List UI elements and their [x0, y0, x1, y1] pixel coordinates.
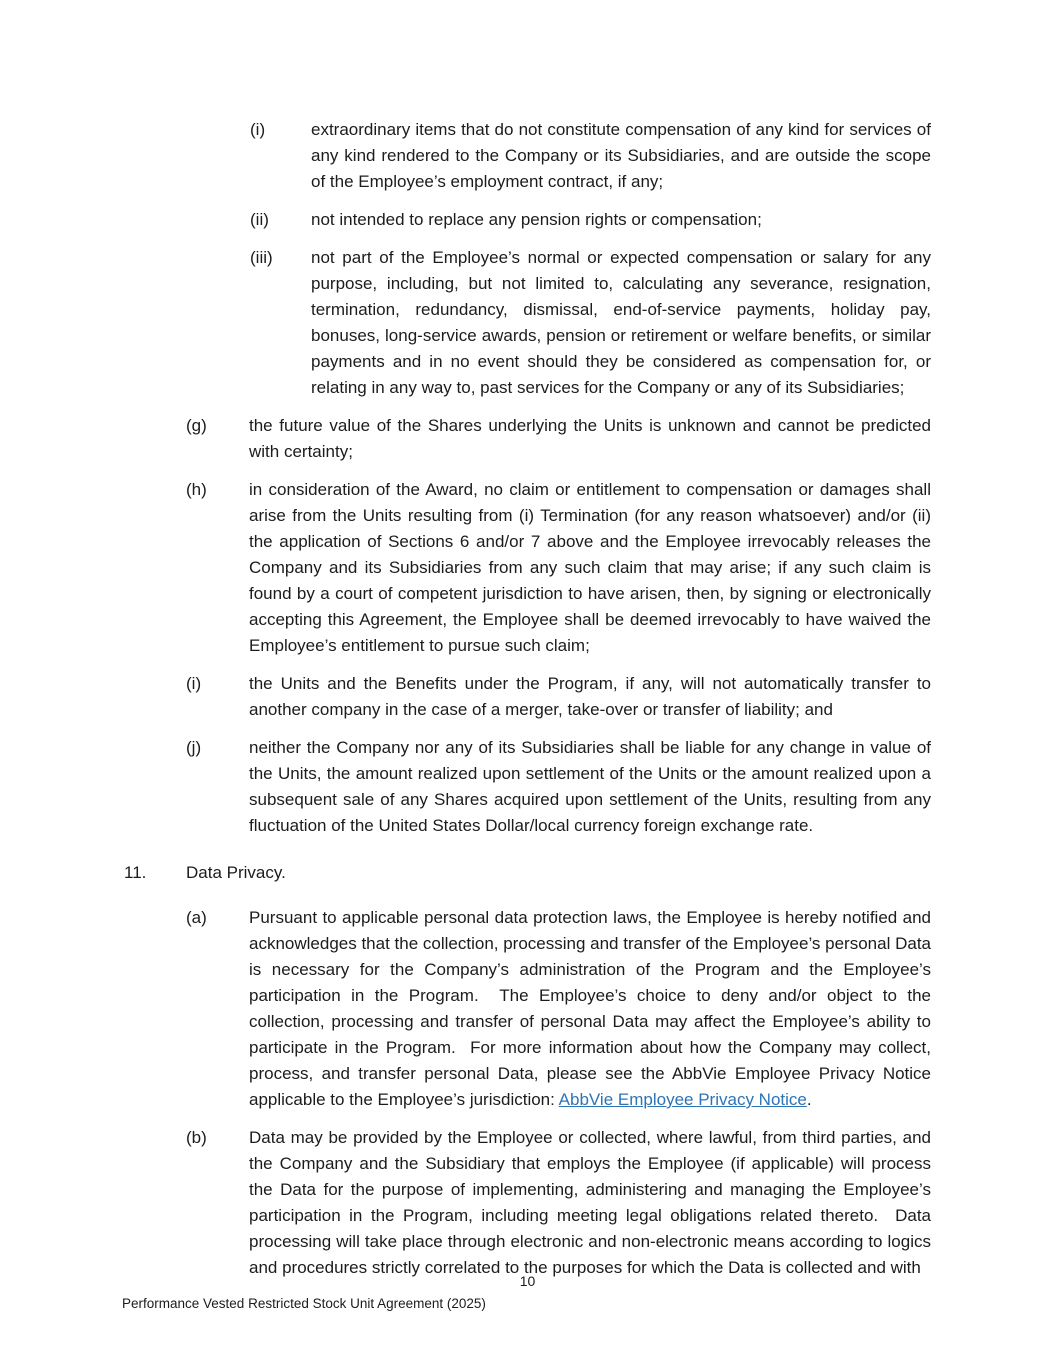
list-item-a — [124, 905, 931, 1113]
list-item-roman-ii — [124, 207, 931, 233]
section-heading-data-privacy — [124, 860, 931, 886]
list-item-j — [124, 735, 931, 839]
list-item-roman-iii — [124, 245, 931, 401]
item-label: (iii) — [250, 248, 273, 267]
section-title: Data Privacy. — [186, 863, 286, 882]
item-label: (a) — [186, 908, 207, 927]
page-number: 10 — [519, 1273, 536, 1289]
item-label: (b) — [186, 1128, 207, 1147]
list-item-b — [124, 1125, 931, 1281]
list-item-g — [124, 413, 931, 465]
item-text-after-link: . — [806, 1090, 812, 1109]
list-item-i — [124, 671, 931, 723]
list-item-h — [124, 477, 931, 659]
item-label: (j) — [186, 738, 202, 757]
item-text: in consideration of the Award, no claim or entitlement to compensation or damages shall arise from the Units resulting from (i) Termination (for any reason whatsoever) and/or (ii) the application of Sections 6 and/or 7 above and the Employee irrevocably releases the Company and its Subsidiaries from any such claim that may arise; if any such claim is found by a court of competent jurisdiction to have arisen, then, by signing or electronically accepting this Agreement, the Employee shall be deemed irrevocably to have waived the Employee’s entitlement to pursue such claim; — [249, 480, 931, 655]
item-label: (i) — [250, 120, 266, 139]
item-text: the Units and the Benefits under the Program, if any, will not automatically transfer to another company in the case of a merger, take-over or transfer of liability; and — [249, 674, 931, 719]
item-text: not part of the Employee’s normal or expected compensation or salary for any purpose, including, but not limited to, calculating any severance, resignation, termination, redundancy, dismissal, end-of-service payments, holiday pay, bonuses, long-service awards, pension or retirement or welfare benefits, or similar payments and in no event should they be considered as compensation for, or relating in any way to, past services for the Company or any of its Subsidiaries; — [311, 248, 931, 397]
item-text: Data may be provided by the Employee or collected, where lawful, from third parties, and the Company and the Subsidiary that employs the Employee (if applicable) will process the Data for the purpose of implementing, administering and managing the Employee’s participation in the Program, including meeting legal obligations related thereto. Data processing will take place through electronic and non-electronic means according to logics and procedures strictly correlated to the purposes for which the Data is collected and with — [249, 1128, 931, 1277]
item-text: neither the Company nor any of its Subsidiaries shall be liable for any change in value of the Units, the amount realized upon settlement of the Units or the amount realized upon a subsequent sale of any Shares acquired upon settlement of the Units, resulting from any fluctuation of the United States Dollar/local currency foreign exchange rate. — [249, 738, 931, 835]
item-text: the future value of the Shares underlying the Units is unknown and cannot be predicted with certainty; — [249, 416, 931, 461]
item-label: (i) — [186, 674, 202, 693]
item-label: (g) — [186, 416, 207, 435]
footer-document-title: Performance Vested Restricted Stock Unit Agreement (2025) — [122, 1296, 486, 1311]
item-text-before-link: Pursuant to applicable personal data protection laws, the Employee is hereby notified and acknowledges that the collection, processing and transfer of the Employee’s personal Data is necessary for the Company’s administration of the Program and the Employee’s participation in the Program. The Employee’s choice to deny and/or object to the collection, processing and transfer of personal Data may affect the Employee’s ability to participate in the Program. For more information about how the Company may collect, process, and transfer personal Data, please see the AbbVie Employee Privacy Notice applicable to the Employee’s jurisdiction: — [249, 908, 931, 1109]
section-number: 11. — [124, 863, 147, 882]
list-item-roman-i — [124, 117, 931, 195]
item-text — [249, 905, 931, 1113]
item-label: (h) — [186, 480, 207, 499]
item-label: (ii) — [250, 210, 269, 229]
abbvie-employee-privacy-notice-link[interactable]: AbbVie Employee Privacy Notice — [558, 1090, 807, 1109]
item-text: extraordinary items that do not constitute compensation of any kind for services of any kind rendered to the Company or its Subsidiaries, and are outside the scope of the Employee’s employment contract, if any; — [311, 120, 931, 191]
document-content — [124, 117, 931, 1293]
item-text: not intended to replace any pension rights or compensation; — [311, 210, 762, 229]
